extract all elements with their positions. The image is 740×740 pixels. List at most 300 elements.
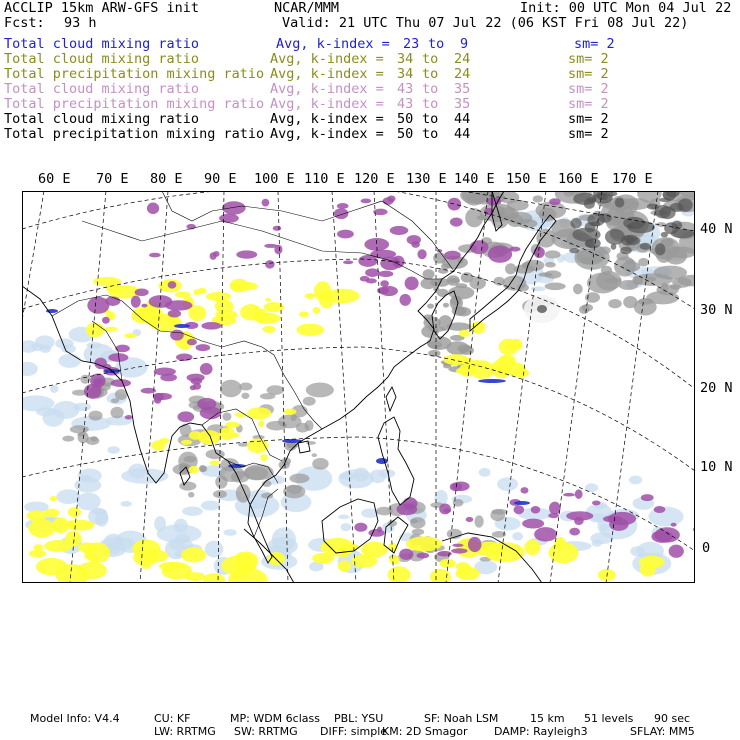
cloud-blob-gray [199, 465, 206, 472]
footer-item: SW: RRTMG [234, 725, 298, 738]
cloud-blob-purple [361, 199, 372, 204]
streak-blue [514, 501, 530, 505]
lat-label: 30 N [700, 302, 733, 318]
field-avg-label: Avg, k-index = [270, 66, 384, 82]
cloud-blob-lightblue [600, 524, 609, 532]
cloud-blob-gray [183, 456, 196, 463]
cloud-blob-gray [544, 270, 561, 278]
cloud-blob-purple [196, 344, 211, 351]
footer-item: 51 levels [584, 712, 634, 725]
cloud-blob-gray [608, 299, 621, 308]
precip-blob-yellow [388, 566, 411, 583]
cloud-blob-purple [669, 545, 684, 558]
cloud-blob-purple [334, 208, 349, 219]
lon-label: 110 E [304, 171, 345, 187]
cloud-blob-lightblue [479, 468, 491, 477]
precip-blob-yellow [499, 355, 516, 368]
cloud-blob-purple [592, 501, 601, 506]
cloud-blob-lightblue [182, 507, 203, 516]
cloud-blob-purple [654, 527, 680, 542]
footer-item: KM: 2D Smagor [382, 725, 468, 738]
cloud-blob-gray [261, 493, 273, 499]
field-kindex-from: 43 [397, 96, 414, 112]
cloud-blob-purple [641, 494, 654, 501]
field-avg-label: Avg, k-index = [270, 126, 384, 142]
cloud-blob-darkgray [655, 243, 665, 255]
forecast-map [22, 191, 695, 583]
cloud-blob-gray [296, 423, 310, 433]
cloud-blob-purple [400, 294, 411, 306]
precip-blob-yellow [499, 339, 518, 356]
cloud-blob-gray [599, 246, 611, 254]
cloud-blob-purple [466, 517, 474, 522]
cloud-blob-gray [669, 247, 695, 259]
cloud-blob-gray [303, 397, 316, 406]
cloud-blob-gray [188, 492, 194, 498]
cloud-blob-gray [545, 262, 556, 268]
precip-blob-yellow [78, 542, 96, 553]
cloud-blob-lightblue [353, 467, 369, 481]
lon-label: 150 E [506, 171, 547, 187]
cloud-blob-purple [549, 198, 561, 205]
precip-blob-yellow [159, 438, 169, 443]
lat-label: 20 N [700, 380, 733, 396]
streak-blue [376, 458, 388, 464]
cloud-blob-purple [147, 203, 159, 215]
cloud-blob-darkgray [672, 221, 683, 230]
cloud-blob-purple [131, 296, 141, 308]
field-name: Total precipitation mixing ratio [4, 96, 265, 112]
lon-label: 80 E [150, 171, 183, 187]
cloud-blob-gray [283, 485, 305, 499]
precip-blob-yellow [456, 367, 474, 375]
footer-item: 90 sec [654, 712, 691, 725]
field-kindex-to-word: to [422, 96, 439, 112]
field-name: Total cloud mixing ratio [4, 36, 200, 52]
precip-blob-yellow [299, 311, 309, 317]
precip-blob-yellow [27, 510, 47, 521]
cloud-blob-gray [110, 407, 123, 419]
cloud-blob-purple [337, 203, 349, 209]
cloud-blob-purple [390, 226, 409, 235]
cloud-blob-darkgray [659, 198, 672, 202]
cloud-blob-gray [545, 250, 561, 258]
cloud-blob-purple [520, 487, 528, 494]
cloud-blob-purple [608, 512, 636, 526]
lon-label: 100 E [254, 171, 295, 187]
typhoon-center [537, 305, 547, 313]
cloud-blob-purple [115, 345, 130, 353]
precip-blob-yellow [33, 544, 43, 551]
forecast-hours: 93 h [64, 15, 97, 31]
cloud-blob-darkgray [640, 243, 651, 250]
cloud-blob-gray [428, 341, 442, 348]
field-smoothing: sm= 2 [568, 96, 609, 112]
cloud-blob-gray [581, 257, 593, 264]
cloud-blob-gray [312, 458, 328, 470]
cloud-blob-purple [197, 398, 216, 410]
precip-blob-yellow [459, 330, 470, 337]
cloud-blob-gray [443, 303, 449, 308]
cloud-blob-gray [412, 529, 425, 535]
lon-label: 160 E [558, 171, 599, 187]
cloud-blob-gray [91, 436, 98, 441]
cloud-blob-purple [354, 523, 367, 532]
precip-blob-yellow [132, 540, 160, 557]
field-kindex-from: 43 [397, 81, 414, 97]
cloud-blob-purple [177, 411, 194, 422]
cloud-blob-darkgray [570, 218, 581, 229]
cloud-blob-gray [614, 256, 636, 276]
cloud-blob-lightblue [120, 501, 132, 507]
cloud-blob-lightblue [512, 532, 523, 540]
cloud-blob-lightblue [201, 500, 220, 510]
cloud-blob-purple [141, 304, 147, 308]
cloud-blob-purple [380, 280, 389, 287]
cloud-blob-purple [378, 271, 393, 277]
lon-label: 140 E [454, 171, 495, 187]
cloud-blob-gray [461, 272, 473, 282]
precip-blob-yellow [124, 333, 136, 338]
cloud-blob-purple [387, 195, 395, 201]
cloud-blob-gray [241, 393, 249, 399]
precip-blob-yellow [284, 408, 297, 414]
cloud-blob-purple [176, 354, 193, 362]
precip-blob-yellow [258, 420, 264, 427]
cloud-blob-purple [522, 519, 544, 529]
cloud-blob-lightblue [74, 478, 101, 493]
footer-item: SF: Noah LSM [424, 712, 499, 725]
cloud-blob-purple [654, 506, 666, 513]
cloud-blob-purple [168, 310, 181, 318]
precip-blob-yellow [233, 554, 255, 572]
cloud-blob-gray [410, 519, 417, 524]
cloud-blob-gray [244, 466, 269, 480]
cloud-blob-purple [574, 517, 584, 525]
field-smoothing: sm= 2 [568, 66, 609, 82]
cloud-blob-gray [533, 195, 543, 202]
cloud-blob-gray [62, 436, 74, 442]
field-smoothing: sm= 2 [568, 81, 609, 97]
cloud-blob-gray [289, 474, 309, 484]
plot-title: ACCLIP 15km ARW-GFS init [4, 0, 200, 16]
cloud-blob-purple [468, 537, 482, 552]
cloud-blob-purple [187, 374, 205, 382]
cloud-blob-gray [260, 393, 275, 399]
precip-blob-yellow [181, 547, 206, 562]
lat-label: 40 N [700, 221, 733, 237]
cloud-blob-purple [201, 322, 221, 330]
field-smoothing: sm= 2 [568, 126, 609, 142]
cloud-blob-purple [154, 368, 176, 376]
cloud-blob-purple [200, 363, 213, 375]
cloud-blob-darkgray [615, 198, 625, 208]
field-kindex-from: 34 [397, 66, 414, 82]
footer-item: DIFF: simple [320, 725, 388, 738]
cloud-blob-gray [452, 306, 467, 316]
cloud-blob-purple [450, 217, 463, 226]
cloud-blob-gray [306, 383, 334, 398]
precip-blob-yellow [297, 324, 325, 337]
cloud-blob-gray [222, 412, 231, 420]
cloud-blob-gray [446, 341, 469, 355]
field-kindex-from: 50 [397, 126, 414, 142]
cloud-blob-gray [490, 509, 505, 521]
precip-blob-yellow [253, 309, 268, 323]
precip-blob-yellow [49, 496, 57, 501]
cloud-blob-lightblue [531, 286, 546, 291]
cloud-blob-darkgray [605, 229, 625, 245]
cloud-blob-purple [273, 226, 282, 231]
cloud-blob-gray [474, 515, 483, 527]
streak-blue [174, 324, 190, 328]
cloud-blob-purple [452, 544, 463, 547]
field-name: Total cloud mixing ratio [4, 111, 200, 127]
cloud-blob-gray [638, 298, 653, 305]
precip-blob-yellow [44, 509, 59, 518]
lon-label: 120 E [354, 171, 395, 187]
cloud-blob-gray [423, 269, 435, 279]
precip-blob-yellow [184, 572, 206, 581]
cloud-blob-gray [312, 453, 317, 457]
cloud-blob-gray [585, 292, 600, 303]
precip-blob-yellow [181, 440, 192, 445]
precip-blob-yellow [247, 407, 271, 419]
cloud-blob-purple [417, 249, 426, 259]
cloud-blob-purple [569, 528, 580, 536]
cloud-blob-purple [509, 247, 520, 252]
cloud-blob-purple [210, 252, 217, 260]
cloud-blob-purple [337, 230, 354, 239]
footer-item: LW: RRTMG [154, 725, 216, 738]
field-kindex-to-word: to [422, 126, 439, 142]
field-kindex-to-word: to [422, 66, 439, 82]
precip-blob-yellow [262, 326, 275, 333]
cloud-blob-purple [405, 276, 419, 290]
cloud-blob-purple [437, 551, 451, 557]
field-kindex-to-word: to [422, 81, 439, 97]
cloud-blob-purple [343, 260, 353, 264]
field-kindex-to: 24 [454, 66, 471, 82]
cloud-blob-darkgray [647, 203, 658, 209]
cloud-blob-gray [179, 481, 196, 490]
precip-blob-yellow [66, 520, 94, 531]
precip-blob-yellow [106, 284, 124, 292]
cloud-blob-purple [447, 198, 461, 211]
cloud-blob-lightblue [128, 463, 146, 478]
cloud-blob-purple [452, 481, 469, 491]
cloud-blob-purple [264, 244, 277, 248]
cloud-blob-purple [149, 253, 161, 258]
precip-blob-yellow [305, 293, 315, 299]
cloud-blob-gray [220, 380, 242, 398]
cloud-blob-purple [236, 250, 257, 258]
cloud-blob-gray [427, 303, 434, 308]
precip-blob-yellow [389, 556, 400, 565]
cloud-blob-purple [170, 330, 184, 341]
cloud-blob-lightblue [648, 507, 683, 527]
cloud-blob-purple [548, 513, 559, 518]
cloud-blob-purple [135, 289, 149, 297]
cloud-blob-purple [534, 527, 557, 542]
field-name: Total precipitation mixing ratio [4, 126, 265, 142]
cloud-blob-purple [470, 240, 489, 254]
precip-blob-yellow [68, 507, 82, 517]
cloud-blob-purple [262, 199, 270, 207]
field-kindex-to-word: to [428, 36, 445, 52]
cloud-blob-purple [531, 506, 541, 514]
cloud-blob-lightblue [56, 489, 80, 504]
cloud-blob-darkgray [569, 248, 579, 253]
field-name: Total precipitation mixing ratio [4, 66, 265, 82]
center-label: NCAR/MMM [274, 0, 340, 16]
precip-blob-yellow [210, 460, 220, 465]
precip-blob-yellow [406, 536, 442, 551]
cloud-blob-lightblue [205, 541, 224, 558]
cloud-blob-purple [514, 505, 525, 514]
lat-label: 10 N [700, 459, 733, 475]
precip-blob-yellow [206, 292, 231, 301]
precip-blob-yellow [230, 279, 249, 293]
cloud-blob-lightblue [50, 385, 58, 393]
footer-item: SFLAY: MM5 [630, 725, 695, 738]
cloud-blob-purple [87, 297, 109, 314]
cloud-blob-lightblue [370, 469, 387, 483]
cloud-blob-purple [488, 246, 512, 263]
field-avg-label: Avg, k-index = [270, 96, 384, 112]
field-kindex-to: 35 [454, 81, 471, 97]
field-kindex-from: 50 [397, 111, 414, 127]
cloud-blob-lightblue [59, 354, 81, 368]
cloud-blob-gray [428, 350, 440, 357]
field-kindex-to: 24 [454, 51, 471, 67]
cloud-blob-purple [125, 415, 133, 419]
precip-blob-yellow [265, 298, 271, 301]
precip-blob-yellow [326, 289, 360, 304]
cloud-blob-purple [411, 241, 420, 248]
precip-blob-yellow [439, 559, 455, 568]
precip-blob-yellow [267, 552, 285, 565]
footer-item: MP: WDM 6class [230, 712, 320, 725]
cloud-blob-gray [70, 425, 89, 433]
cloud-blob-purple [168, 281, 177, 288]
lon-label: 90 E [204, 171, 237, 187]
precip-blob-yellow [86, 323, 105, 338]
cloud-blob-purple [219, 214, 239, 223]
cloud-blob-lightblue [338, 515, 349, 520]
cloud-blob-purple [153, 393, 172, 400]
cloud-blob-gray [644, 277, 656, 282]
precip-blob-yellow [194, 289, 201, 295]
footer-item: PBL: YSU [334, 712, 384, 725]
cloud-blob-lightblue [35, 335, 55, 349]
precip-blob-yellow [260, 454, 268, 461]
cloud-blob-lightblue [107, 446, 119, 454]
cloud-blob-lightblue [340, 523, 351, 531]
precip-blob-yellow [639, 556, 665, 569]
cloud-blob-darkgray [620, 247, 632, 255]
valid-time: Valid: 21 UTC Thu 07 Jul 22 (06 KST Fri 08 Jul 22) [282, 15, 689, 31]
footer-item: CU: KF [154, 712, 191, 725]
cloud-blob-lightblue [497, 477, 518, 491]
cloud-blob-purple [563, 493, 575, 497]
field-kindex-to-word: to [422, 111, 439, 127]
cloud-blob-gray [618, 280, 638, 290]
field-kindex-to: 44 [454, 126, 471, 142]
precip-blob-yellow [524, 540, 540, 556]
cloud-blob-purple [399, 549, 413, 560]
cloud-blob-gray [582, 304, 593, 311]
cloud-blob-gray [545, 282, 566, 290]
cloud-blob-purple [222, 201, 246, 214]
precip-blob-yellow [484, 542, 524, 562]
field-kindex-to: 9 [460, 36, 469, 52]
precip-blob-yellow [175, 291, 191, 297]
init-time: Init: 00 UTC Mon 04 Jul 22 [520, 0, 732, 16]
cloud-blob-gray [213, 490, 227, 498]
field-kindex-from: 23 [403, 36, 420, 52]
cloud-blob-purple [671, 523, 677, 527]
field-avg-label: Avg, k-index = [276, 36, 390, 52]
footer-item: DAMP: Rayleigh3 [494, 725, 588, 738]
cloud-blob-darkgray [678, 198, 693, 211]
cloud-blob-lightblue [629, 476, 642, 485]
lon-label: 60 E [38, 171, 71, 187]
cloud-blob-gray [601, 266, 612, 275]
cloud-blob-gray [77, 432, 86, 436]
precip-blob-yellow [65, 531, 82, 547]
cloud-blob-gray [573, 284, 583, 295]
cloud-blob-gray [89, 411, 103, 421]
streak-blue [478, 379, 506, 383]
cloud-blob-gray [505, 263, 516, 274]
lon-label: 70 E [96, 171, 129, 187]
precip-blob-yellow [198, 430, 221, 444]
precip-blob-yellow [231, 433, 240, 438]
precip-blob-yellow [141, 561, 151, 569]
cloud-blob-lightblue [224, 529, 237, 536]
precip-blob-yellow [460, 569, 467, 576]
precip-blob-yellow [188, 466, 199, 474]
field-avg-label: Avg, k-index = [270, 81, 384, 97]
cloud-blob-gray [536, 229, 555, 248]
cloud-blob-purple [366, 278, 377, 283]
field-kindex-to: 35 [454, 96, 471, 112]
cloud-blob-gray [661, 283, 669, 293]
cloud-blob-purple [443, 508, 451, 513]
lon-label: 130 E [406, 171, 447, 187]
cloud-blob-purple [102, 317, 110, 324]
field-smoothing: sm= 2 [568, 51, 609, 67]
footer-item: Model Info: V4.4 [30, 712, 120, 725]
lat-label: 0 [702, 540, 711, 556]
precip-blob-yellow [131, 307, 152, 323]
cloud-blob-gray [448, 278, 460, 283]
cloud-blob-purple [187, 339, 197, 346]
forecast-label: Fcst: [4, 15, 45, 31]
cloud-blob-darkgray [592, 193, 613, 204]
field-avg-label: Avg, k-index = [270, 51, 384, 67]
field-kindex-from: 34 [397, 51, 414, 67]
precip-blob-yellow [225, 422, 240, 428]
cloud-blob-purple [368, 529, 384, 537]
cloud-blob-darkgray [623, 217, 645, 229]
cloud-blob-darkgray [627, 224, 633, 228]
field-name: Total cloud mixing ratio [4, 81, 200, 97]
cloud-blob-purple [575, 489, 583, 499]
field-kindex-to: 44 [454, 111, 471, 127]
precip-blob-yellow [338, 560, 352, 571]
